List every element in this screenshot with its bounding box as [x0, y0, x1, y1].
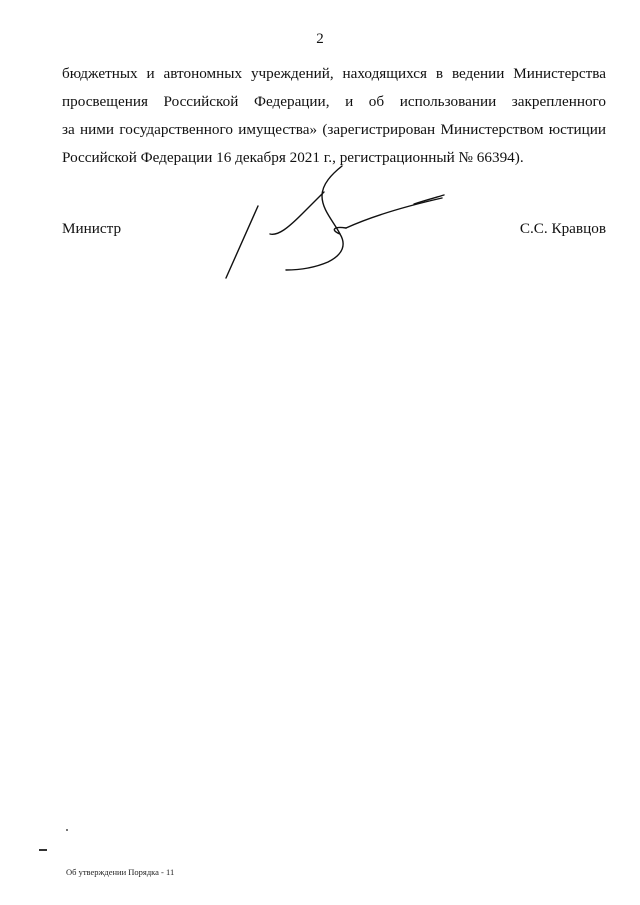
body-line: просвещения Российской Федерации, и об использовании закрепленного	[62, 93, 606, 110]
body-line: за ними государственного имущества» (зарегистрирован Министерством юстиции	[62, 121, 606, 138]
body-line: бюджетных и автономных учреждений, находящихся в ведении Министерства	[62, 65, 606, 82]
footer-reference: Об утверждении Порядка - 11	[66, 867, 175, 877]
signer-name: С.С. Кравцов	[519, 220, 606, 237]
handwritten-signature	[218, 162, 448, 284]
margin-mark	[39, 849, 47, 851]
margin-dot	[66, 829, 68, 831]
signer-position: Министр	[62, 220, 122, 237]
body-line: Российской Федерации 16 декабря 2021 г., регистрационный № 66394).	[62, 149, 524, 166]
body-paragraph	[62, 60, 606, 172]
page-number: 2	[316, 31, 324, 47]
